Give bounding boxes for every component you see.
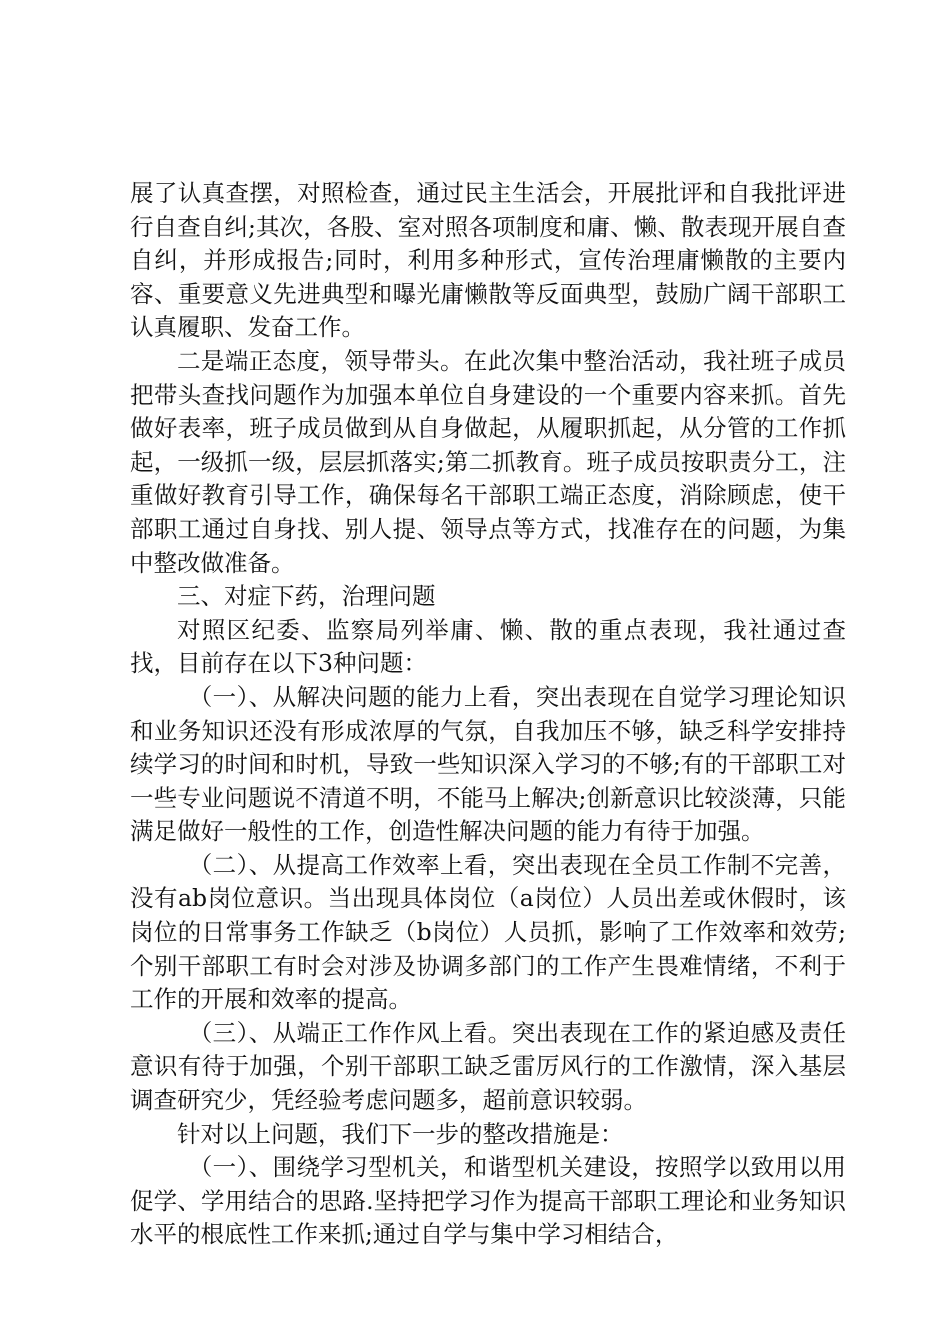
paragraph-measure-1: （一）、围绕学习型机关，和谐型机关建设，按照学以致用以用促学、学用结合的思路.坚持把学习作为提高干部职工理论和业务知识水平的根底性工作来抓;通过自学与集中学习相结合， [130, 1153, 846, 1249]
document-body [130, 177, 846, 1252]
paragraph-problem-3: （三）、从端正工作作风上看。突出表现在工作的紧迫感及责任意识有待于加强，个别干部职工缺乏雷厉风行的工作激情，深入基层调查研究少，凭经验考虑问题多，超前意识较弱。 [130, 1018, 846, 1115]
paragraph-leadership: 二是端正态度，领导带头。在此次集中整治活动，我社班子成员把带头查找问题作为加强本单位自身建设的一个重要内容来抓。首先做好表率，班子成员做到从自身做起，从履职抓起，从分管的工作抓起，一级抓一级，层层抓落实;第二抓教育。班子成员按职责分工，注重做好教育引导工作，确保每名干部职工端正态度，消除顾虑，使干部职工通过自身找、别人提、领导点等方式，找准存在的问题，为集中整改做准备。 [130, 346, 846, 577]
paragraph-continuation: 展了认真查摆，对照检查，通过民主生活会，开展批评和自我批评进行自查自纠;其次，各股、室对照各项制度和庸、懒、散表现开展自查自纠，并形成报告;同时，利用多种形式，宣传治理庸懒散的主要内容、重要意义先进典型和曝光庸懒散等反面典型，鼓励广阔干部职工认真履职、发奋工作。 [130, 179, 846, 342]
paragraph-problems-intro: 对照区纪委、监察局列举庸、懒、散的重点表现，我社通过查找，目前存在以下3种问题： [130, 615, 846, 678]
paragraph-problem-2: （二）、从提高工作效率上看，突出表现在全员工作制不完善，没有ab岗位意识。当出现具体岗位（a岗位）人员出差或休假时，该岗位的日常事务工作缺乏（b岗位）人员抓，影响了工作效率和效劳;个别干部职工有时会对涉及协调多部门的工作产生畏难情绪，不利于工作的开展和效率的提高。 [130, 850, 846, 1014]
paragraph-problem-1: （一）、从解决问题的能力上看，突出表现在自觉学习理论知识和业务知识还没有形成浓厚的气氛，自我加压不够，缺乏科学安排持续学习的时间和时机，导致一些知识深入学习的不够;有的干部职工对一些专业问题说不清道不明，不能马上解决;创新意识比较淡薄，只能满足做好一般性的工作，创造性解决问题的能力有待于加强。 [130, 682, 846, 846]
section-heading: 三、对症下药，治理问题 [177, 582, 436, 611]
paragraph-measures-intro: 针对以上问题，我们下一步的整改措施是： [177, 1119, 624, 1148]
